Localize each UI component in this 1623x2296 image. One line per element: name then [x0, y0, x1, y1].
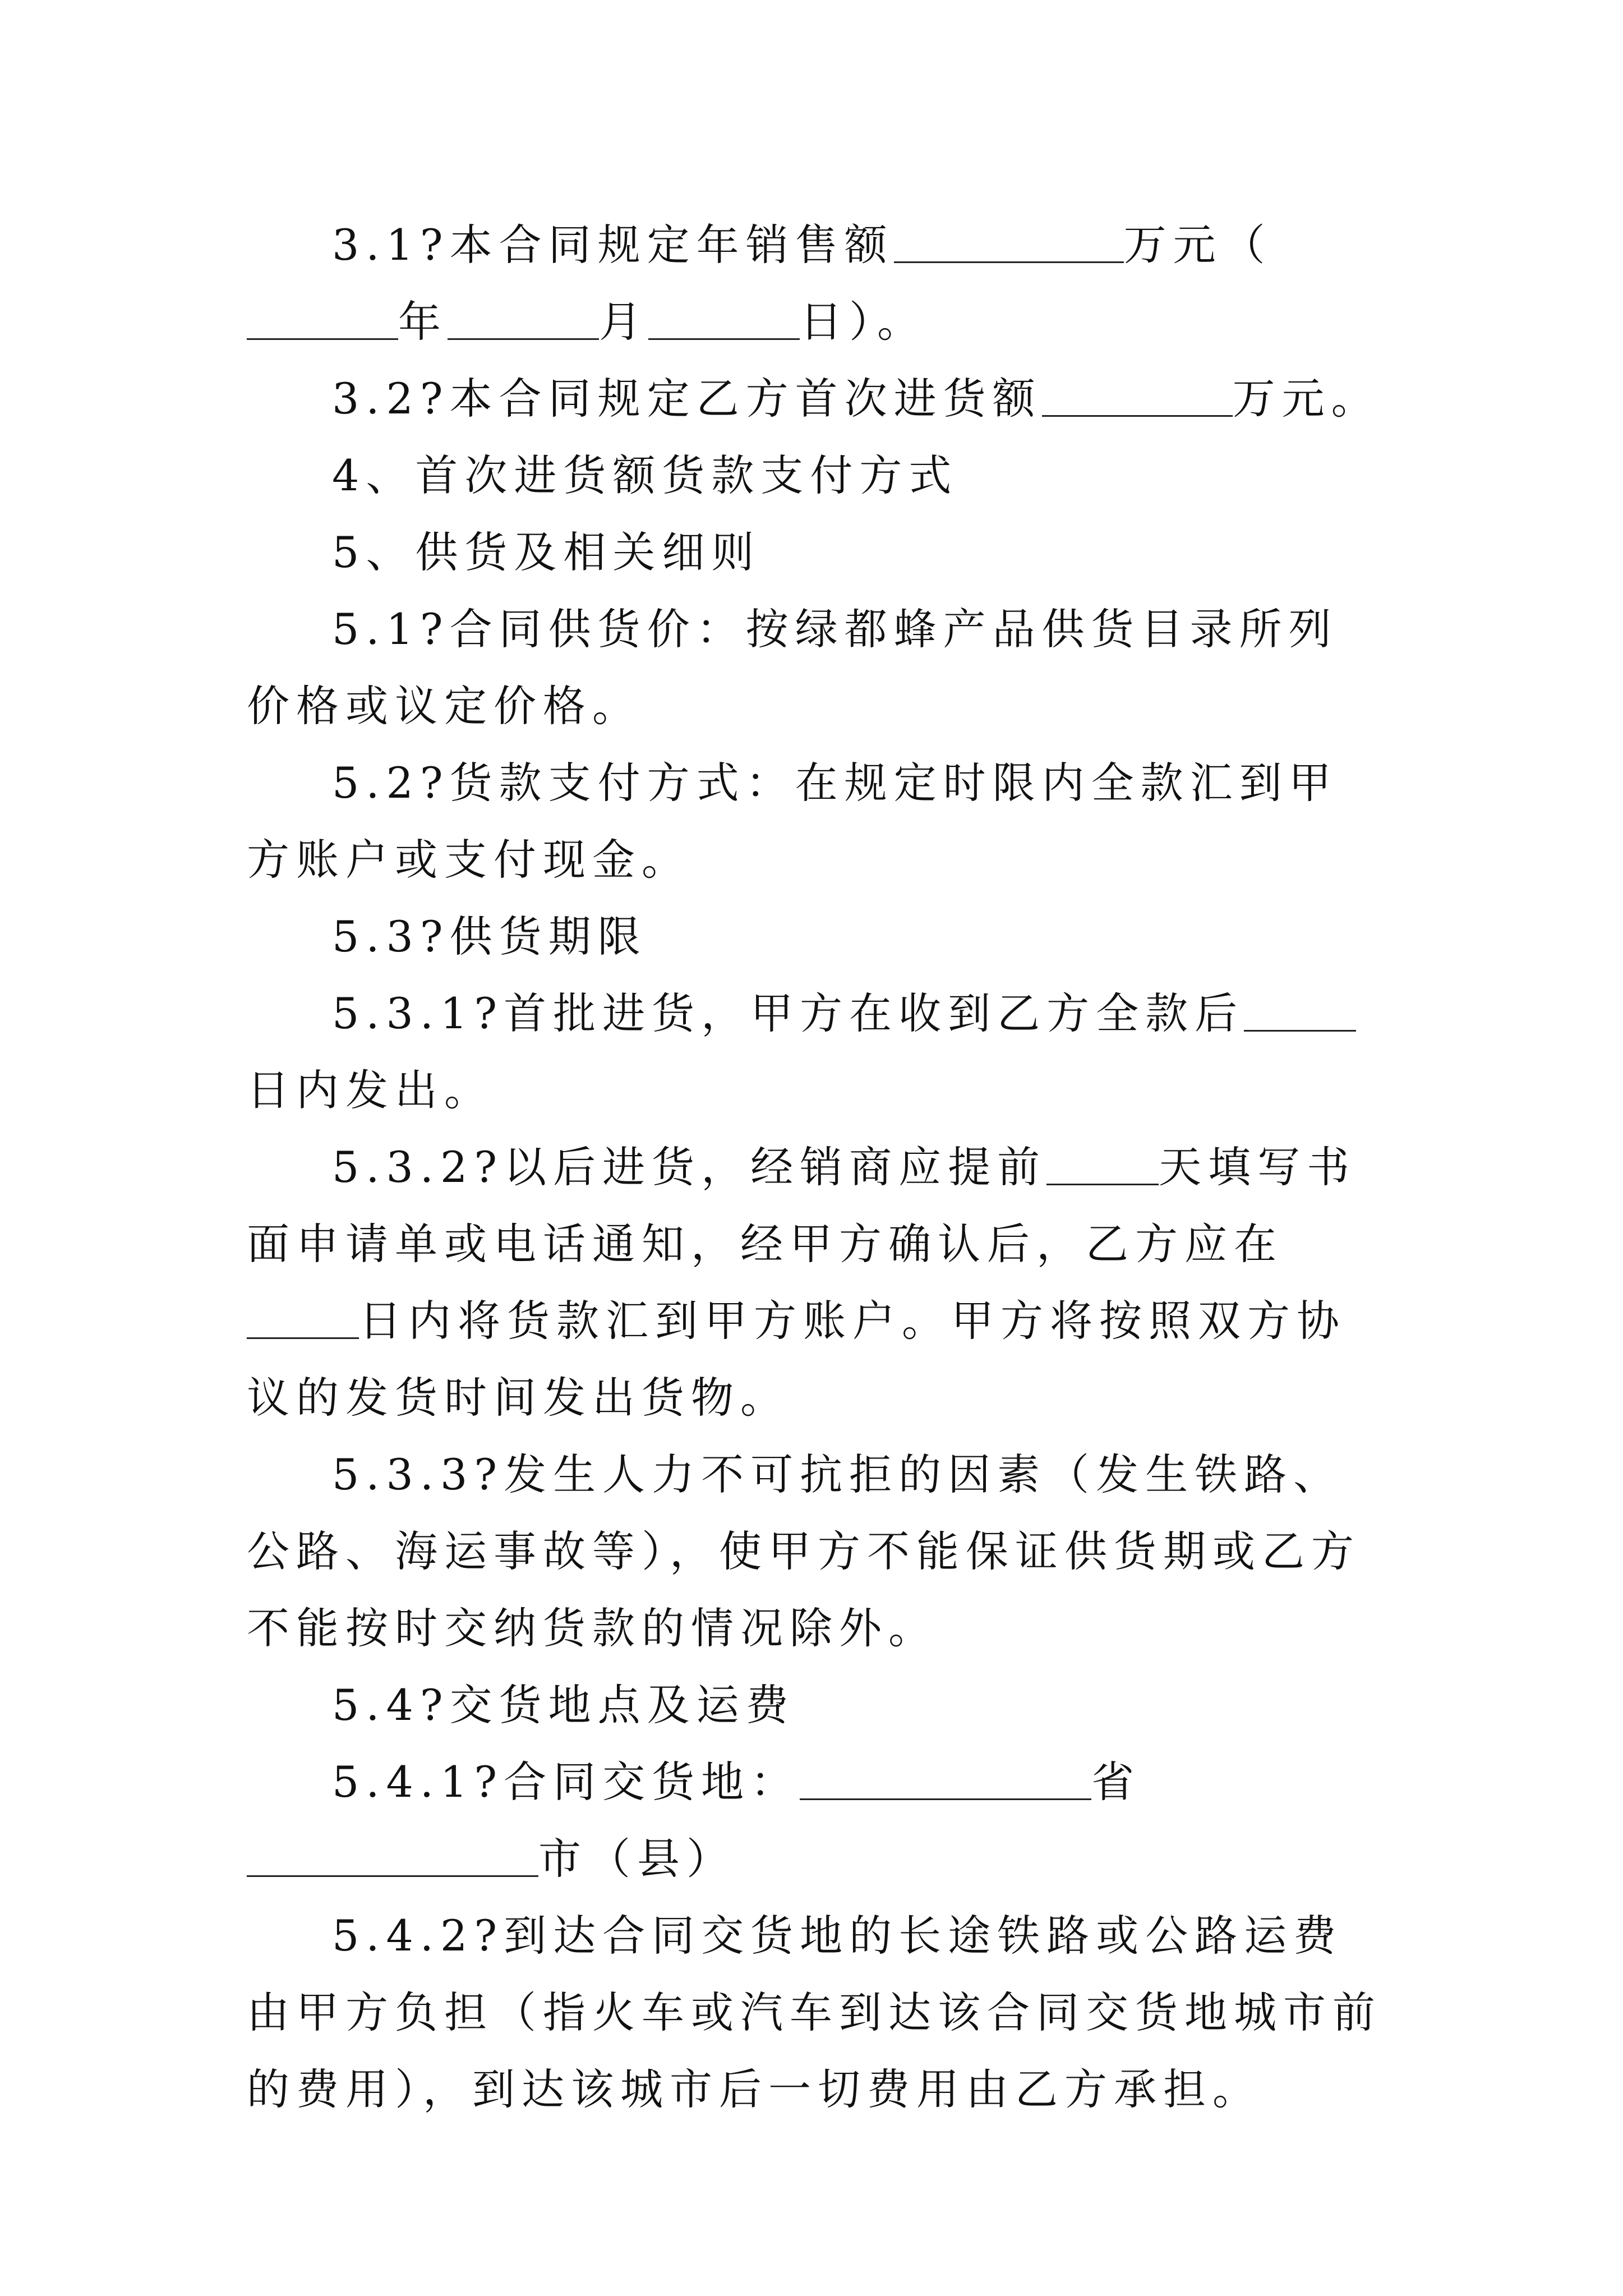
- advance-days-blank[interactable]: [1046, 1149, 1159, 1185]
- clause-5-3-2-mid: 天填写书面申请单或电话通知，经甲方确认后，乙方应在: [247, 1142, 1357, 1269]
- payment-days-blank[interactable]: [247, 1303, 359, 1339]
- clause-5-4: 5.4?交货地点及运费: [332, 1680, 795, 1730]
- first-shipment-days-blank[interactable]: [1244, 995, 1356, 1032]
- clause-3-2-unit: 万元。: [1232, 374, 1381, 424]
- clause-5-3-1: [247, 975, 1385, 1129]
- clause-5-3-1-tail: 日内发出。: [247, 1065, 494, 1115]
- clause-5-3-1-text: 5.3.1?首批进货，甲方在收到乙方全款后: [332, 988, 1244, 1038]
- year-blank[interactable]: [247, 303, 398, 340]
- clause-3-2-text: 3.2?本合同规定乙方首次进货额: [332, 374, 1042, 424]
- clause-5-4-1: [247, 1743, 1385, 1897]
- clause-5-4-1-city: 市（县）: [538, 1834, 736, 1884]
- clause-5-3: 5.3?供货期限: [332, 912, 647, 961]
- clause-5-3-2: [247, 1129, 1385, 1436]
- clause-3-1: [247, 206, 1385, 360]
- clause-3-1-month: 月: [599, 297, 648, 347]
- province-blank[interactable]: [800, 1764, 1091, 1800]
- clause-5-4-1-text: 5.4.1?合同交货地：: [332, 1757, 800, 1807]
- clause-5-3-2-tail: 日内将货款汇到甲方账户。甲方将按照双方协议的发货时间发出货物。: [247, 1296, 1346, 1423]
- clause-5-4-2: 5.4.2?到达合同交货地的长途铁路或公路运费由甲方负担（指火车或汽车到达该合同交货地城市前的费用），到达该城市后一切费用由乙方承担。: [247, 1911, 1382, 2114]
- clause-3-1-day: 日）。: [800, 297, 926, 347]
- clause-4: 4、首次进货额货款支付方式: [332, 450, 958, 500]
- clause-5-1: 5.1?合同供货价：按绿都蜂产品供货目录所列价格或议定价格。: [247, 604, 1338, 731]
- clause-3-1-year: 年: [398, 297, 448, 347]
- city-blank[interactable]: [247, 1841, 538, 1877]
- clause-3-1-text: 3.1?本合同规定年销售额: [332, 220, 894, 270]
- clause-5-3-2-text: 5.3.2?以后进货，经销商应提前: [332, 1142, 1047, 1192]
- first-order-amount-blank[interactable]: [1042, 380, 1233, 417]
- month-blank[interactable]: [448, 303, 599, 340]
- annual-sales-blank[interactable]: [894, 227, 1124, 263]
- clause-5: 5、供货及相关细则: [332, 527, 761, 577]
- clause-5-3-3: 5.3.3?发生人力不可抗拒的因素（发生铁路、公路、海运事故等），使甲方不能保证供货期或乙方不能按时交纳货款的情况除外。: [247, 1450, 1361, 1653]
- clause-5-2: 5.2?货款支付方式：在规定时限内全款汇到甲方账户或支付现金。: [247, 758, 1338, 885]
- clause-3-2: [247, 360, 1385, 437]
- clause-5-4-1-province: 省: [1091, 1757, 1141, 1807]
- clause-3-1-unit: 万元（: [1123, 220, 1272, 270]
- document-body: [247, 206, 1385, 2128]
- day-blank[interactable]: [648, 303, 800, 340]
